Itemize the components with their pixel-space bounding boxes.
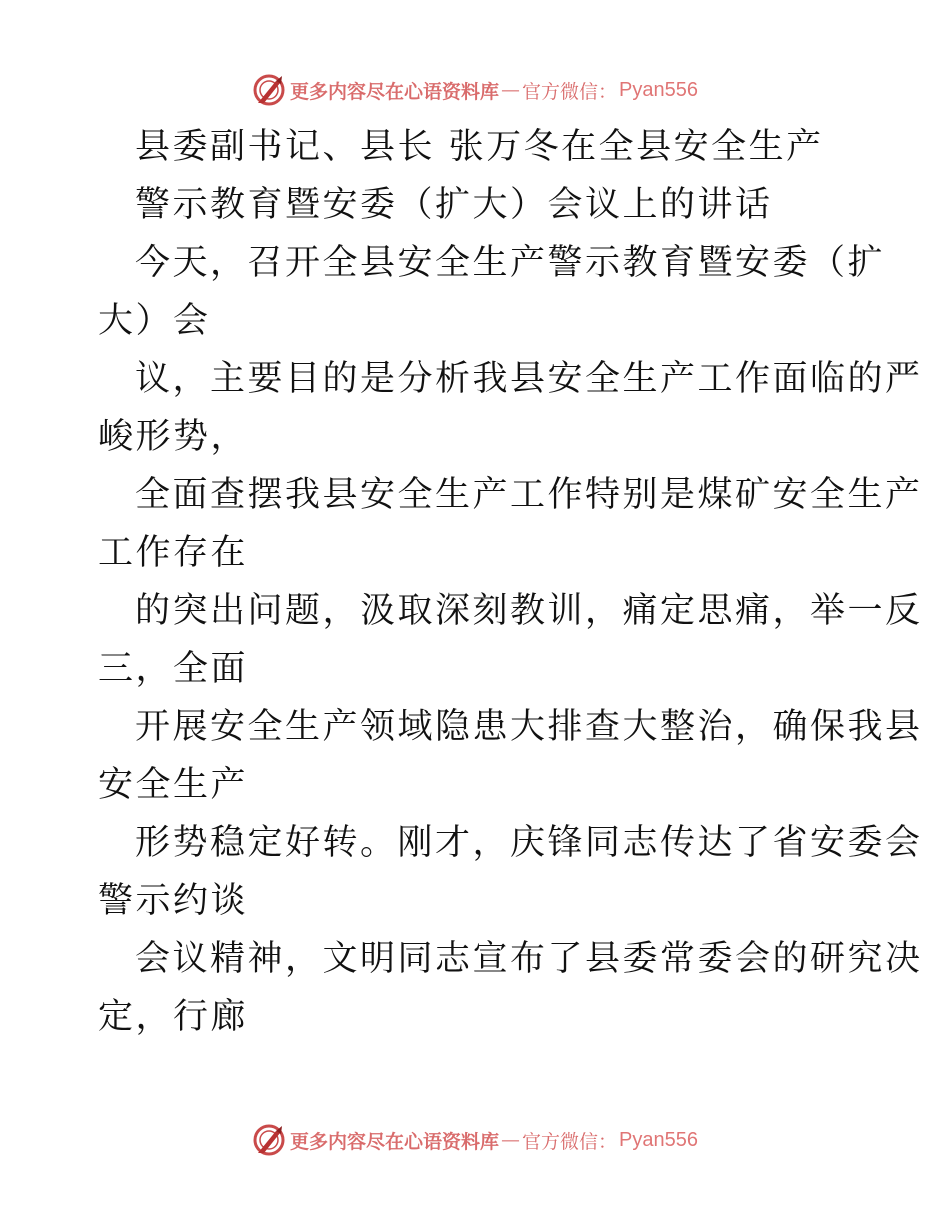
wechat-label: 官方微信：	[522, 80, 618, 103]
paragraph-line: 今天，召开全县安全生产警示教育暨安委（扩	[135, 243, 886, 283]
paragraph-line: 议，主要目的是分析我县安全生产工作面临的严	[135, 359, 923, 399]
quill-pen-logo-icon	[252, 73, 286, 107]
paragraph-line: 大）会	[98, 301, 211, 341]
wechat-id: Pyan556	[619, 1128, 698, 1151]
paragraph-line: 会议精神，文明同志宣布了县委常委会的研究决	[135, 939, 923, 979]
header-banner	[0, 70, 950, 110]
banner-separator: —	[501, 1129, 521, 1151]
document-title-line-1: 县委副书记、县长 张万冬在全县安全生产	[135, 127, 824, 167]
paragraph-line: 安全生产	[98, 765, 249, 805]
paragraph-line: 定，行廊	[98, 997, 249, 1037]
paragraph-line: 警示约谈	[98, 881, 249, 921]
banner-text: 更多内容尽在心语资料库	[290, 80, 500, 103]
banner-text: 更多内容尽在心语资料库	[290, 1130, 500, 1153]
paragraph-line: 三，全面	[98, 649, 249, 689]
paragraph-line: 形势稳定好转。刚才，庆锋同志传达了省安委会	[135, 823, 923, 863]
paragraph-line: 峻形势，	[98, 417, 249, 457]
paragraph-line: 开展安全生产领域隐患大排查大整治，确保我县	[135, 707, 923, 747]
wechat-id: Pyan556	[619, 78, 698, 101]
paragraph-line: 的突出问题，汲取深刻教训，痛定思痛，举一反	[135, 591, 923, 631]
paragraph-line: 工作存在	[98, 533, 249, 573]
wechat-label: 官方微信：	[522, 1130, 618, 1153]
paragraph-line: 全面查摆我县安全生产工作特别是煤矿安全生产	[135, 475, 923, 515]
banner-separator: —	[501, 79, 521, 101]
document-title-line-2: 警示教育暨安委（扩大）会议上的讲话	[135, 185, 773, 225]
quill-pen-logo-icon	[252, 1123, 286, 1157]
footer-banner	[0, 1120, 950, 1160]
